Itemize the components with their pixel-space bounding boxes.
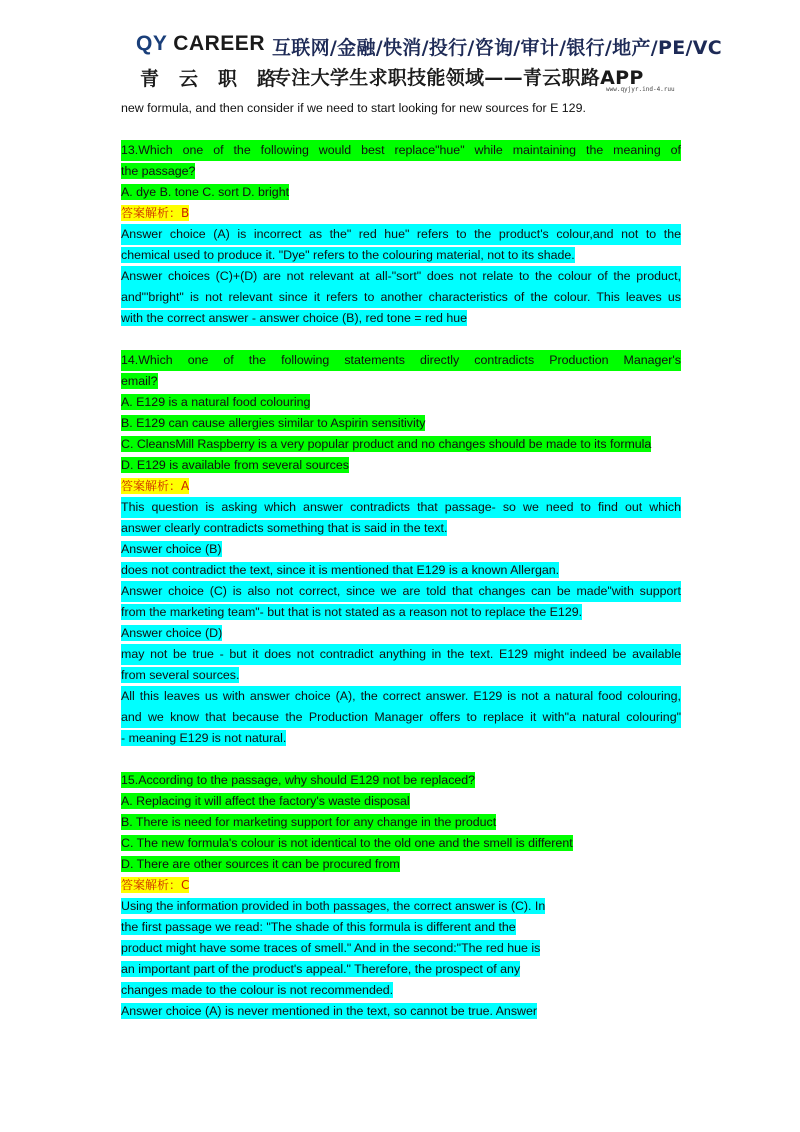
website-url: www.qyjyr.ind-4.ruu [606,86,675,93]
page-header [0,0,800,100]
answer-label: 答案解析：A [121,479,190,493]
app-tagline: 专注大学生求职技能领域——青云职路APP [272,67,644,89]
text-line [121,539,681,560]
text-line [121,959,681,980]
text-line [121,854,681,875]
line-text: D. E129 is available from several sources [121,458,349,472]
text-line [121,623,681,644]
text-line [121,308,681,329]
text-line [121,833,681,854]
line-text: product might have some traces of smell." And in the second:"The red hue is [121,941,541,955]
answer-label-line [121,875,681,896]
industry-tagline: 互联网/金融/快消/投行/咨询/审计/银行/地产/PE/VC [272,37,723,59]
line-text: Answer choice (C) is also not correct, since we are told that changes can be made"with support [121,584,681,598]
text-line [121,938,681,959]
text-line [121,686,681,707]
answer-label-line [121,203,681,224]
text-line [121,980,681,1001]
text-line [121,161,681,182]
line-text: email? [121,374,158,388]
line-text: Using the information provided in both passages, the correct answer is (C). In [121,899,546,913]
line-text: answer clearly contradicts something that is said in the text. [121,521,448,535]
text-line [121,518,681,539]
line-text: Answer choice (A) is incorrect as the" red hue" refers to the product's colour,and not to the [121,227,681,241]
text-line [121,707,681,728]
line-text: and"'bright" is not relevant since it refers to another characteristics of the colour. This leaves us [121,290,681,304]
text-line [121,245,681,266]
text-line [121,644,681,665]
line-text: A. E129 is a natural food colouring [121,395,311,409]
line-text: an important part of the product's appeal." Therefore, the prospect of any [121,962,521,976]
line-text: - meaning E129 is not natural. [121,731,287,745]
text-line [121,812,681,833]
text-line [121,602,681,623]
logo-text [136,32,265,56]
text-line [121,350,681,371]
text-line [121,98,681,119]
text-line [121,434,681,455]
line-text: 15.According to the passage, why should E129 not be replaced? [121,773,476,787]
line-text: 13.Which one of the following would best replace"hue" while maintaining the meaning of [121,143,681,157]
answer-label: 答案解析：B [121,206,190,220]
text-line [121,413,681,434]
line-text: the first passage we read: "The shade of this formula is different and the [121,920,516,934]
line-text: A. dye B. tone C. sort D. bright [121,185,290,199]
text-line [121,182,681,203]
text-line [121,560,681,581]
text-line [121,728,681,749]
blank-line [121,749,681,770]
text-line [121,791,681,812]
document-body [121,98,681,1022]
line-text: does not contradict the text, since it is mentioned that E129 is a known Allergan. [121,563,560,577]
line-text: B. E129 can cause allergies similar to Aspirin sensitivity [121,416,426,430]
text-line [121,140,681,161]
line-text: B. There is need for marketing support for any change in the product [121,815,497,829]
line-text: with the correct answer - answer choice (B), red tone = red hue [121,311,468,325]
text-line [121,371,681,392]
answer-label: 答案解析：C [121,878,190,892]
line-text: Answer choices (C)+(D) are not relevant at all-"sort" does not relate to the colour of the product, [121,269,681,283]
logo-chinese: 青云职路 [140,68,297,90]
text-line [121,917,681,938]
logo-career: CAREER [166,32,265,55]
text-line [121,266,681,287]
line-text: may not be true - but it does not contradict anything in the text. E129 might indeed be available [121,647,681,661]
line-text: and we know that because the Production Manager offers to replace it with"a natural colouring" [121,710,681,724]
text-line [121,1001,681,1022]
line-text: chemical used to produce it. "Dye" refers to the colouring material, not to its shade. [121,248,575,262]
text-line [121,497,681,518]
line-text: changes made to the colour is not recommended. [121,983,394,997]
line-text: the passage? [121,164,196,178]
line-text: from several sources. [121,668,240,682]
line-text: Answer choice (D) [121,626,223,640]
blank-line [121,329,681,350]
line-text: All this leaves us with answer choice (A), the correct answer. E129 is not a natural food colouring, [121,689,681,703]
text-line [121,896,681,917]
line-text: new formula, and then consider if we need to start looking for new sources for E 129. [121,101,586,115]
text-line [121,665,681,686]
line-text: C. The new formula's colour is not identical to the old one and the smell is different [121,836,573,850]
text-line [121,287,681,308]
line-text: Answer choice (B) [121,542,222,556]
line-text: from the marketing team"- but that is not stated as a reason not to replace the E129. [121,605,583,619]
logo-q: QY [136,32,167,55]
text-line [121,455,681,476]
line-text: 14.Which one of the following statements directly contradicts Production Manager's [121,353,681,367]
blank-line [121,119,681,140]
line-text: A. Replacing it will affect the factory's waste disposal [121,794,410,808]
text-line [121,770,681,791]
text-line [121,392,681,413]
line-text: C. CleansMill Raspberry is a very popular product and no changes should be made to its formula [121,437,652,451]
line-text: This question is asking which answer contradicts that passage- so we need to find out which [121,500,681,514]
answer-label-line [121,476,681,497]
text-line [121,224,681,245]
line-text: D. There are other sources it can be procured from [121,857,400,871]
line-text: Answer choice (A) is never mentioned in the text, so cannot be true. Answer [121,1004,537,1018]
text-line [121,581,681,602]
